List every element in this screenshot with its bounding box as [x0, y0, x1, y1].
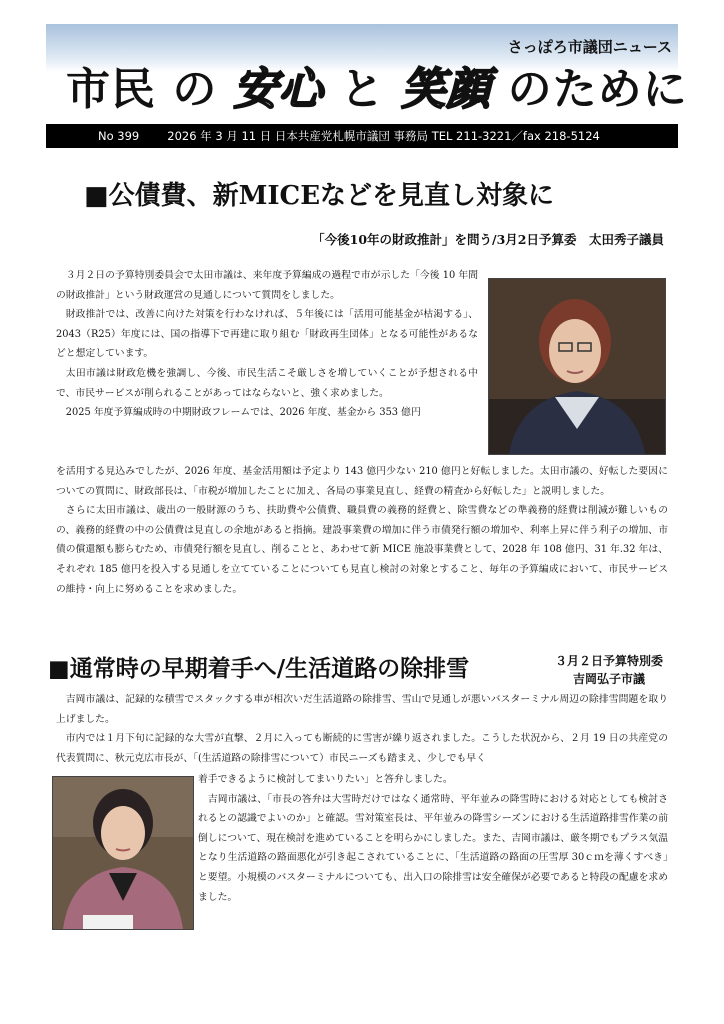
masthead-word-anshin: 安心: [233, 64, 324, 115]
article1-paragraph: ３月２日の予算特別委員会で太田市議は、来年度予算編成の過程で市が示した「今後 10 年間の財政推計」という財政運営の見通しについて質問をしました。: [56, 270, 478, 301]
article1-paragraph: 2025 年度予算編成時の中期財政フレームでは、2026 年度、基金から 353 億円: [65, 407, 421, 419]
masthead-title: [66, 66, 688, 114]
portrait-ota-hideko: [488, 278, 666, 455]
issue-info-bar: [46, 124, 678, 148]
article1-paragraph: 太田市議は財政危機を強調し、今後、市民生活こそ厳しさを増していくことが予想される中で、市民サービスが削られることがあってはならないと、強く求めました。: [56, 367, 478, 399]
masthead-word-egao: 笑顔: [401, 64, 492, 115]
article2-sub-member: 吉岡弘子市議: [572, 672, 645, 686]
article1-narrow-column: [56, 266, 478, 423]
newsletter-series-name: さっぽろ市議団ニュース: [507, 38, 672, 56]
masthead-particle-no: の: [172, 64, 218, 115]
issue-number: No 399: [98, 129, 140, 143]
article2-narrow-column: [198, 770, 668, 907]
portrait-yoshioka-hiroko: [52, 776, 194, 930]
article1-paragraph: を活用する見込みでしたが、2026 年度、基金活用額は予定より 143 億円少ない 210 億円と好転しました。太田市議の、好転した要因についての質問に、財政部長は、「市税が増加したことに加え、各局の事業見直し、経費の精査から好転した」と説明しました。: [56, 466, 668, 497]
masthead-particle-to: と: [339, 64, 385, 115]
article2-paragraph: 吉岡市議は、「市長の答弁は大雪時だけではなく通常時、平年並みの降雪時における対応としても検討されるとの認識でよいのか」と確認。雪対策室長は、平年並みの降雪シーズンにおける生活道路排雪作業の前倒しについて、現在検討を進めていることを明らかにしました。また、吉岡市議は、厳冬期でもプラス気温となり生活道路の路面悪化が引き起こされていることに、「生活道路の路面の圧雪厚 30ｃｍを薄くすべき」と要望。小規模のバスターミナルについても、出入口の除排雪は安全確保が必要であると特段の配慮を求めました。: [198, 793, 668, 903]
article2-paragraph: 吉岡市議は、記録的な積雪でスタックする車が相次いだ生活道路の除排雪、雪山で見通しが悪いバスターミナル周辺の除排雪問題を取り上げました。: [56, 694, 668, 725]
article2-wide-column: [56, 690, 668, 768]
portrait-yoshioka-illustration: [53, 777, 193, 929]
article1-paragraph: 財政推計では、改善に向けた対策を行わなければ、５年後には「活用可能基金が枯渇する」、2043（R25）年度には、国の指導下で再建に取り組む「財政再生団体」となる可能性があるなどと想定しています。: [56, 309, 478, 360]
article2-headline: ■通常時の早期着手へ/生活道路の除排雪: [48, 655, 470, 682]
article1-wide-column: [56, 462, 668, 599]
article2-sub-committee: ３月２日予算特別委: [554, 654, 663, 668]
article2-subheading: [540, 652, 678, 688]
article1-headline: ■公債費、新MICEなどを見直し対象に: [84, 181, 555, 211]
portrait-ota-illustration: [489, 279, 665, 454]
article2-paragraph: 市内では１月下旬に記録的な大雪が直撃、２月に入っても断続的に雪害が繰り返されました。こうした状況から、２月 19 日の共産党の代表質問に、秋元克広市長が、「(生活道路の除排雪について）市民ニーズも踏まえ、少しでも早く: [56, 733, 668, 764]
article2-paragraph: 着手できるように検討してまいりたい」と答弁しました。: [198, 774, 453, 785]
issue-date-contact: 2026 年 3 月 11 日 日本共産党札幌市議団 事務局 TEL 211-3221／fax 218-5124: [167, 129, 600, 143]
article1-subheading: 「今後10年の財政推計」を問う/3月2日予算委 太田秀子議員: [312, 232, 664, 247]
masthead-word-citizens: 市民: [66, 64, 156, 115]
article1-paragraph: さらに太田市議は、歳出の一般財源のうち、扶助費や公債費、職員費の義務的経費と、除雪費などの準義務的経費は削減が難しいものの、義務的経費の中の公債費は見直しの余地があると指摘。建設事業費の増加に伴う市債発行額の増加や、利率上昇に伴う利子の増加、市債の償還額も膨らむため、市債発行額を見直し、削ることと、あわせて新 MICE 施設事業費として、2028 年 108 億円、31 年.32 年は、それぞれ 185 億円を投入する見通しを立てていることについても見直し検討の対象とすること、毎年の予算編成において、市民サービスの維持・向上に努めることを求めました。: [56, 505, 668, 595]
masthead-word-tameni: のために: [507, 64, 688, 115]
